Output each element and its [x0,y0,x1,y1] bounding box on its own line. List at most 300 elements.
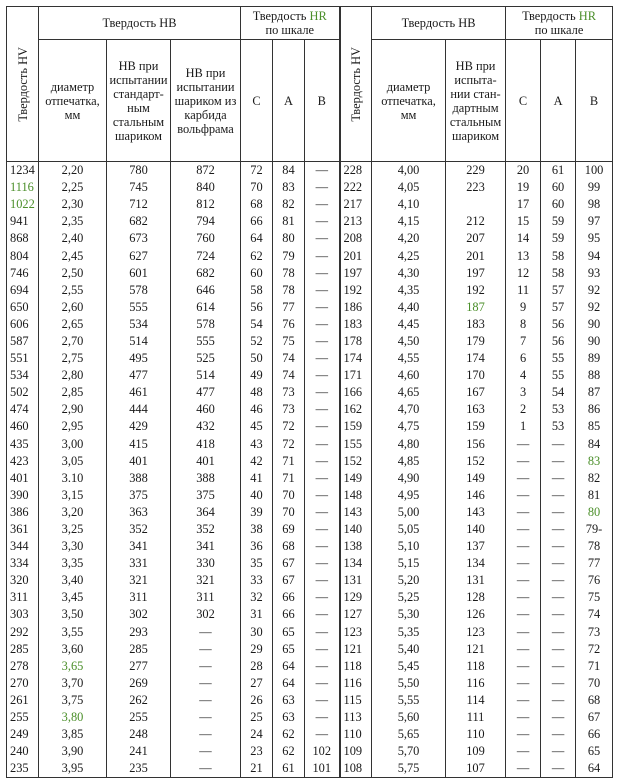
hr-c-cell: — [506,641,541,658]
scale-c-header-right: C [506,40,541,162]
diameter-cell: 5,15 [372,555,446,572]
hb-tungsten-cell: 840 [171,179,241,196]
diameter-cell: 2,40 [39,230,107,247]
hr-c-cell: 52 [241,333,273,350]
hr-c-cell: 54 [241,316,273,333]
hr-a-cell: — [541,692,576,709]
hr-a-cell: 53 [541,401,576,418]
hv-cell: 474 [7,401,39,418]
hr-b-cell: 98 [576,196,613,213]
hr-b-cell: 76 [576,572,613,589]
hb-tungsten-cell: 418 [171,436,241,453]
scale-b-header-right: B [576,40,613,162]
hr-c-cell: 30 [241,624,273,641]
hr-a-cell: — [541,726,576,743]
hr-c-cell: 11 [506,282,541,299]
hb-steel-cell: 415 [107,436,171,453]
hr-b-cell: — [305,675,340,692]
diameter-cell: 3,30 [39,538,107,555]
hr-a-cell: 66 [273,589,305,606]
hb-tungsten-header: НВ при испытании шариком из карбида вольфрама [171,40,241,162]
hv-cell: 278 [7,658,39,675]
diameter-cell: 5,00 [372,504,446,521]
hb-steel-cell: 131 [446,572,506,589]
hr-a-cell: 54 [541,384,576,401]
hv-cell: 941 [7,213,39,230]
hr-a-cell: 70 [273,504,305,521]
hb-steel-cell [446,196,506,213]
diameter-cell: 4,75 [372,418,446,435]
hr-a-cell: 80 [273,230,305,247]
hb-steel-cell: 555 [107,299,171,316]
hb-steel-cell: 137 [446,538,506,555]
hr-a-cell: 59 [541,213,576,230]
hr-b-cell: 73 [576,624,613,641]
hb-tungsten-cell: 401 [171,453,241,470]
hr-a-cell: 61 [273,760,305,778]
hr-a-cell: 81 [273,213,305,230]
hb-steel-cell: 152 [446,453,506,470]
diameter-cell: 2,95 [39,418,107,435]
diameter-cell: 5,40 [372,641,446,658]
hb-tungsten-cell: — [171,760,241,778]
hr-a-cell: 60 [541,179,576,196]
diameter-cell: 4,80 [372,436,446,453]
hv-header-right: Твердость HV [340,7,372,162]
hr-b-cell: 100 [576,162,613,180]
hr-b-cell: 75 [576,589,613,606]
hv-cell: 261 [7,692,39,709]
diameter-cell: 3,55 [39,624,107,641]
hr-a-cell: 63 [273,692,305,709]
hr-c-cell: 1 [506,418,541,435]
hb-tungsten-cell: 812 [171,196,241,213]
hb-steel-cell: 514 [107,333,171,350]
hr-c-cell: 33 [241,572,273,589]
hr-b-cell: — [305,658,340,675]
hr-c-cell: 58 [241,282,273,299]
diameter-cell: 3,45 [39,589,107,606]
hr-b-cell: 93 [576,265,613,282]
diameter-cell: 5,50 [372,675,446,692]
hv-cell: 110 [340,726,372,743]
hb-steel-cell: 682 [107,213,171,230]
hr-b-cell: — [305,453,340,470]
hr-b-cell: 101 [305,760,340,778]
hr-a-cell: 57 [541,282,576,299]
table-row [7,213,613,230]
hv-cell: 148 [340,487,372,504]
hb-steel-cell: 673 [107,230,171,247]
hv-cell: 123 [340,624,372,641]
hr-b-cell: — [305,230,340,247]
hb-steel-cell: 109 [446,743,506,760]
hr-b-cell: — [305,521,340,538]
hr-c-cell: 64 [241,230,273,247]
hr-a-cell: 57 [541,299,576,316]
hr-a-cell: 73 [273,384,305,401]
table-row [7,316,613,333]
hr-c-cell: 12 [506,265,541,282]
hr-a-cell: 83 [273,179,305,196]
hr-a-cell: 67 [273,555,305,572]
diameter-cell: 2,30 [39,196,107,213]
table-row [7,572,613,589]
hr-c-cell: 60 [241,265,273,282]
hb-steel-cell: 352 [107,521,171,538]
hr-b-cell: — [305,470,340,487]
hb-steel-cell: 235 [107,760,171,778]
hr-b-cell: — [305,213,340,230]
hr-a-cell: 63 [273,709,305,726]
table-row [7,333,613,350]
hr-a-cell: 76 [273,316,305,333]
hb-steel-cell: 311 [107,589,171,606]
hv-cell: 149 [340,470,372,487]
hr-c-cell: 36 [241,538,273,555]
hv-cell: 292 [7,624,39,641]
hr-c-cell: — [506,675,541,692]
diameter-cell: 3,95 [39,760,107,778]
table-row [7,350,613,367]
hr-a-cell: 73 [273,401,305,418]
hr-a-cell: — [541,538,576,555]
hv-cell: 201 [340,247,372,264]
hv-cell: 255 [7,709,39,726]
hr-c-cell: 70 [241,179,273,196]
hv-cell: 423 [7,453,39,470]
hr-a-cell: 56 [541,316,576,333]
hb-steel-cell: 780 [107,162,171,180]
hr-c-cell: — [506,589,541,606]
hb-steel-cell: 229 [446,162,506,180]
hr-b-cell: 74 [576,606,613,623]
hr-b-cell: 67 [576,709,613,726]
hr-c-cell: 32 [241,589,273,606]
hv-cell: 113 [340,709,372,726]
diameter-cell: 4,85 [372,453,446,470]
hr-a-cell: 66 [273,606,305,623]
hv-cell: 138 [340,538,372,555]
hb-steel-cell: 121 [446,641,506,658]
hv-cell: 143 [340,504,372,521]
hr-c-cell: 25 [241,709,273,726]
diameter-cell: 4,50 [372,333,446,350]
hr-c-cell: 40 [241,487,273,504]
hr-c-cell: — [506,487,541,504]
hr-a-cell: 78 [273,265,305,282]
hr-a-cell: — [541,641,576,658]
hb-steel-cell: 388 [107,470,171,487]
table-row [7,247,613,264]
table-row [7,675,613,692]
hr-c-cell: 68 [241,196,273,213]
hb-steel-cell: 375 [107,487,171,504]
hb-steel-cell: 149 [446,470,506,487]
hr-b-cell: 92 [576,299,613,316]
table-row [7,401,613,418]
hr-a-cell: — [541,624,576,641]
diameter-cell: 2,20 [39,162,107,180]
hr-a-cell: — [541,487,576,504]
hr-a-cell: — [541,658,576,675]
hv-cell: 868 [7,230,39,247]
hv-cell: 108 [340,760,372,778]
hv-cell: 140 [340,521,372,538]
hr-c-cell: — [506,436,541,453]
hv-cell: 235 [7,760,39,778]
diameter-cell: 3,35 [39,555,107,572]
hb-tungsten-cell: — [171,658,241,675]
hv-cell: 171 [340,367,372,384]
table-row [7,196,613,213]
hv-cell: 1234 [7,162,39,180]
hv-cell: 249 [7,726,39,743]
table-row [7,436,613,453]
hr-a-cell: 77 [273,299,305,316]
hr-b-cell: — [305,418,340,435]
hr-b-cell: — [305,333,340,350]
hb-steel-cell: 223 [446,179,506,196]
diameter-cell: 4,70 [372,401,446,418]
hv-cell: 270 [7,675,39,692]
hb-steel-cell: 212 [446,213,506,230]
diameter-cell: 5,10 [372,538,446,555]
hr-a-cell: 65 [273,624,305,641]
diameter-cell: 4,40 [372,299,446,316]
hr-b-cell: — [305,179,340,196]
hr-a-cell: 55 [541,350,576,367]
hr-a-cell: — [541,436,576,453]
hr-c-cell: — [506,743,541,760]
scale-b-header-left: B [305,40,340,162]
hr-a-cell: — [541,470,576,487]
hr-a-cell: 84 [273,162,305,180]
diameter-cell: 4,55 [372,350,446,367]
hv-cell: 222 [340,179,372,196]
hv-cell: 178 [340,333,372,350]
hv-cell: 134 [340,555,372,572]
hv-cell: 131 [340,572,372,589]
hr-b-cell: — [305,555,340,572]
hb-tungsten-cell: 614 [171,299,241,316]
hr-c-cell: 41 [241,470,273,487]
hr-b-cell: 94 [576,247,613,264]
hb-steel-cell: 248 [107,726,171,743]
hb-steel-cell: 255 [107,709,171,726]
hv-cell: 127 [340,606,372,623]
table-row [7,692,613,709]
diameter-cell: 5,05 [372,521,446,538]
hb-steel-cell: 118 [446,658,506,675]
hb-steel-cell: 241 [107,743,171,760]
hv-cell: 155 [340,436,372,453]
hr-b-cell: — [305,196,340,213]
hr-a-cell: 79 [273,247,305,264]
hv-cell: 303 [7,606,39,623]
hr-b-cell: — [305,589,340,606]
hr-b-cell: — [305,247,340,264]
hr-b-cell: 95 [576,230,613,247]
table-row [7,709,613,726]
hr-a-cell: — [541,555,576,572]
hr-c-cell: 24 [241,726,273,743]
table-row [7,658,613,675]
hr-b-cell: 66 [576,726,613,743]
hb-tungsten-cell: — [171,709,241,726]
hr-c-cell: 13 [506,247,541,264]
table-row [7,589,613,606]
table-row [7,453,613,470]
hb-tungsten-cell: — [171,624,241,641]
hr-a-cell: 58 [541,265,576,282]
hb-tungsten-cell: — [171,675,241,692]
hb-steel-cell: 107 [446,760,506,778]
hv-cell: 121 [340,641,372,658]
hr-c-cell: 45 [241,418,273,435]
hb-tungsten-cell: 760 [171,230,241,247]
hb-steel-cell: 167 [446,384,506,401]
diameter-cell: 5,65 [372,726,446,743]
hr-c-cell: 38 [241,521,273,538]
hb-steel-cell: 745 [107,179,171,196]
hr-c-cell: — [506,504,541,521]
diameter-cell: 3,00 [39,436,107,453]
hv-cell: 197 [340,265,372,282]
hr-c-cell: 26 [241,692,273,709]
diameter-cell: 3,60 [39,641,107,658]
hv-cell: 390 [7,487,39,504]
hb-steel-cell: 123 [446,624,506,641]
hr-c-cell: 20 [506,162,541,180]
hr-c-cell: 43 [241,436,273,453]
diameter-cell: 4,90 [372,470,446,487]
table-row [7,726,613,743]
hr-c-cell: 50 [241,350,273,367]
hb-tungsten-cell: 388 [171,470,241,487]
diameter-cell: 3,05 [39,453,107,470]
hr-b-cell: 64 [576,760,613,778]
diameter-cell: 4,20 [372,230,446,247]
hr-a-cell: 64 [273,675,305,692]
hb-tungsten-cell: — [171,641,241,658]
hb-tungsten-cell: 352 [171,521,241,538]
diameter-cell: 3,75 [39,692,107,709]
hb-steel-cell: 269 [107,675,171,692]
hr-b-cell: 81 [576,487,613,504]
hb-steel-cell: 495 [107,350,171,367]
hr-a-cell: 69 [273,521,305,538]
table-row [7,641,613,658]
hv-cell: 208 [340,230,372,247]
hr-c-cell: — [506,624,541,641]
hv-cell: 192 [340,282,372,299]
hr-c-cell: — [506,470,541,487]
table-row [7,504,613,521]
scale-a-header-right: A [541,40,576,162]
hb-steel-cell: 601 [107,265,171,282]
hr-c-cell: 15 [506,213,541,230]
scale-a-header-left: A [273,40,305,162]
table-row [7,487,613,504]
hv-cell: 240 [7,743,39,760]
hb-steel-cell: 110 [446,726,506,743]
table-row [7,521,613,538]
hb-steel-cell: 363 [107,504,171,521]
hr-a-cell: — [541,453,576,470]
diameter-cell: 5,75 [372,760,446,778]
hv-cell: 116 [340,675,372,692]
hr-a-cell: 61 [541,162,576,180]
hr-b-cell: — [305,436,340,453]
hr-c-cell: 9 [506,299,541,316]
diameter-cell: 2,70 [39,333,107,350]
diameter-cell: 3,85 [39,726,107,743]
hb-tungsten-cell: 872 [171,162,241,180]
hb-steel-cell: 627 [107,247,171,264]
hb-steel-cell: 146 [446,487,506,504]
hr-b-cell: — [305,538,340,555]
hb-steel-cell: 159 [446,418,506,435]
hr-c-cell: — [506,726,541,743]
hr-b-cell: 87 [576,384,613,401]
table-row [7,606,613,623]
hv-cell: 746 [7,265,39,282]
diameter-cell: 3,50 [39,606,107,623]
hb-steel-cell: 143 [446,504,506,521]
hv-cell: 551 [7,350,39,367]
table-row [7,299,613,316]
hv-cell: 320 [7,572,39,589]
hv-cell: 804 [7,247,39,264]
hr-a-cell: — [541,709,576,726]
hr-b-cell: 71 [576,658,613,675]
hr-a-cell: — [541,606,576,623]
hb-tungsten-cell: 341 [171,538,241,555]
table-row [7,162,613,180]
hr-a-cell: — [541,675,576,692]
hr-c-cell: 72 [241,162,273,180]
hb-steel-cell: 197 [446,265,506,282]
hr-header-left: Твердость HR по шкале [241,7,340,40]
hb-steel-cell: 140 [446,521,506,538]
hv-cell: 460 [7,418,39,435]
hb-steel-cell: 170 [446,367,506,384]
hv-cell: 401 [7,470,39,487]
hv-cell: 213 [340,213,372,230]
hr-b-cell: 83 [576,453,613,470]
hv-cell: 183 [340,316,372,333]
hr-a-cell: 62 [273,743,305,760]
hv-cell: 115 [340,692,372,709]
diameter-cell: 3,20 [39,504,107,521]
table-row [7,538,613,555]
hr-c-cell: — [506,572,541,589]
hv-cell: 285 [7,641,39,658]
hr-b-cell: 85 [576,418,613,435]
hb-tungsten-cell: 682 [171,265,241,282]
hr-c-cell: — [506,453,541,470]
hr-b-cell: — [305,726,340,743]
hr-a-cell: 56 [541,333,576,350]
diameter-cell: 4,05 [372,179,446,196]
diameter-cell: 3,70 [39,675,107,692]
hr-b-cell: — [305,624,340,641]
diameter-cell: 5,20 [372,572,446,589]
hr-b-cell: 102 [305,743,340,760]
hb-steel-cell: 302 [107,606,171,623]
diameter-header-left: диаметр отпечатка, мм [39,40,107,162]
